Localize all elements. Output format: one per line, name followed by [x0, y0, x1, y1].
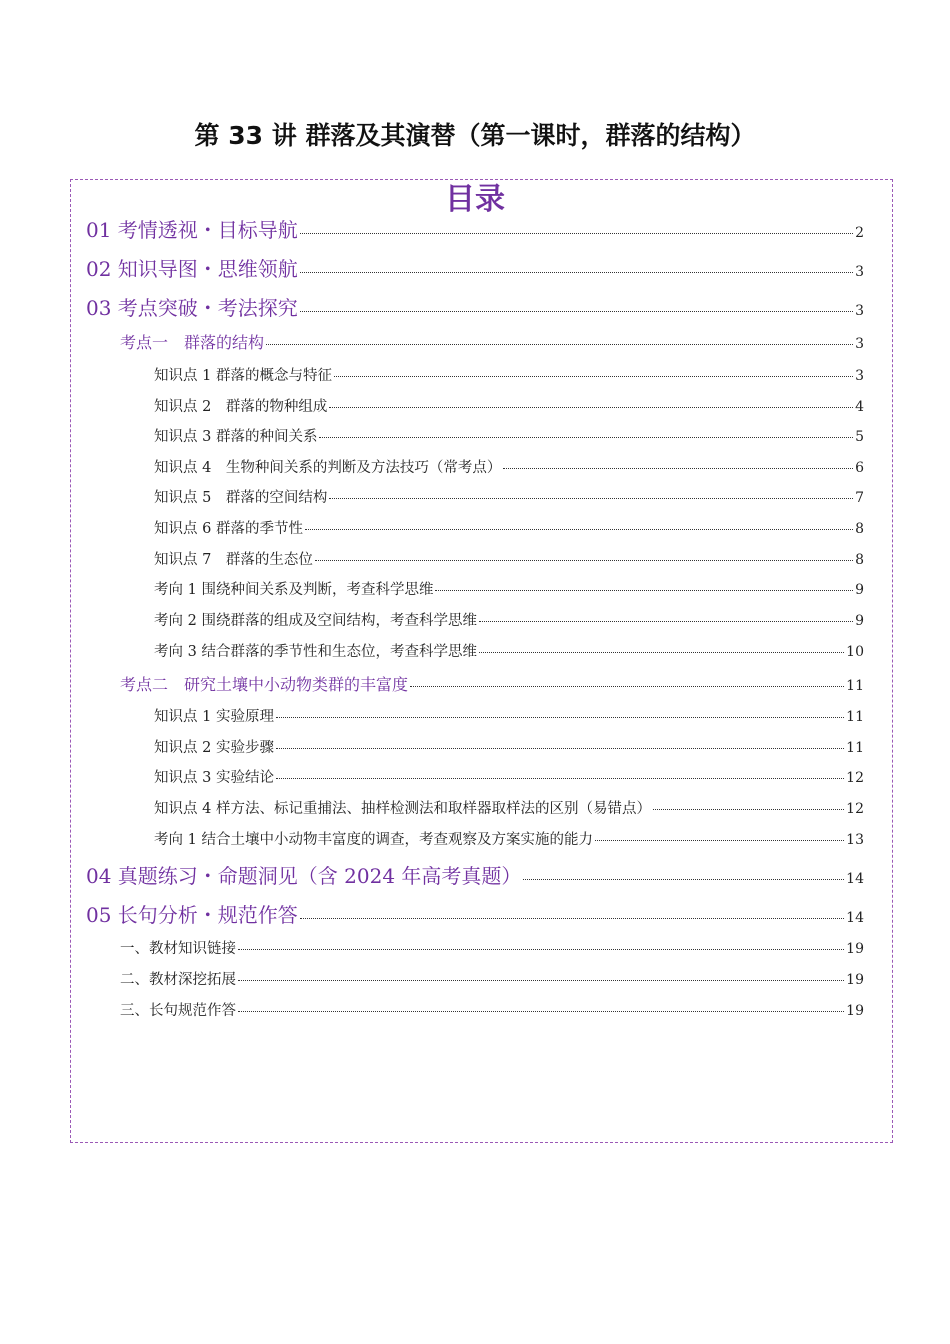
toc-entry[interactable] [154, 578, 864, 599]
toc-entry[interactable] [154, 828, 864, 849]
toc-entry-page: 3 [855, 264, 864, 280]
toc-entry-page: 19 [846, 1003, 864, 1019]
toc-entry[interactable] [86, 253, 864, 282]
toc-entry[interactable] [154, 766, 864, 787]
toc-entry-page: 13 [846, 832, 864, 848]
toc-entry-page: 2 [855, 225, 864, 241]
toc-entry[interactable] [120, 999, 864, 1020]
toc-entry-page: 3 [855, 303, 864, 319]
toc-leader [276, 778, 844, 779]
toc-entry-label: 03 考点突破・考法探究 [86, 296, 298, 320]
toc-entry-label: 考向 1 围绕种间关系及判断，考查科学思维 [154, 582, 434, 598]
toc-entry-label: 知识点 4 生物种间关系的判断及方法技巧（常考点） [154, 460, 502, 476]
toc-leader [653, 809, 844, 810]
toc-entry-label: 考向 1 结合土壤中小动物丰富度的调查，考查观察及方案实施的能力 [154, 832, 593, 848]
toc-entry-page: 19 [846, 972, 864, 988]
toc-entry-label: 一、教材知识链接 [120, 941, 236, 957]
toc-entry-label: 知识点 2 实验步骤 [154, 740, 274, 756]
toc-entry-page: 3 [855, 368, 864, 384]
toc-leader [238, 1011, 844, 1012]
toc-entry[interactable] [154, 797, 864, 818]
toc-entry[interactable] [86, 214, 864, 243]
toc-entry[interactable] [120, 968, 864, 989]
toc-entry-label: 二、教材深挖拓展 [120, 972, 236, 988]
toc-entry-page: 11 [846, 678, 864, 694]
toc-heading: 目录 [445, 182, 505, 217]
toc-leader [479, 652, 844, 653]
toc-entry-page: 8 [855, 552, 864, 568]
toc-leader [329, 498, 853, 499]
toc-entry[interactable] [154, 486, 864, 507]
toc-entry-page: 3 [855, 336, 864, 352]
toc-entry[interactable] [120, 672, 864, 695]
toc-leader [503, 468, 853, 469]
toc-entry[interactable] [154, 456, 864, 477]
toc-entry[interactable] [86, 899, 864, 928]
toc-entry-page: 4 [855, 399, 864, 415]
toc-entry-page: 7 [855, 490, 864, 506]
toc-entry-label: 01 考情透视・目标导航 [86, 218, 298, 242]
toc-leader [300, 233, 853, 234]
toc-entry-page: 10 [846, 644, 864, 660]
toc-entry[interactable] [154, 425, 864, 446]
toc-entry-page: 9 [855, 582, 864, 598]
toc-entry-page: 19 [846, 941, 864, 957]
toc-entry[interactable] [154, 609, 864, 630]
toc-entry-page: 12 [846, 801, 864, 817]
toc-leader [523, 879, 844, 880]
toc-entry-label: 知识点 5 群落的空间结构 [154, 490, 328, 506]
toc-entry[interactable] [154, 548, 864, 569]
toc-entry[interactable] [154, 395, 864, 416]
toc-leader [479, 621, 853, 622]
toc-entry-label: 考向 2 围绕群落的组成及空间结构，考查科学思维 [154, 613, 477, 629]
toc-entry-label: 知识点 1 实验原理 [154, 709, 274, 725]
toc-entry-label: 三、长句规范作答 [120, 1003, 236, 1019]
toc-entry-label: 知识点 4 样方法、标记重捕法、抽样检测法和取样器取样法的区别（易错点） [154, 801, 651, 817]
toc-entry-page: 6 [855, 460, 864, 476]
toc-entry-label: 知识点 3 实验结论 [154, 770, 274, 786]
toc-leader [238, 980, 844, 981]
toc-entry[interactable] [154, 736, 864, 757]
toc-entry[interactable] [154, 517, 864, 538]
toc-entry-page: 14 [846, 871, 864, 887]
toc-entry-label: 知识点 6 群落的季节性 [154, 521, 303, 537]
toc-leader [276, 748, 844, 749]
toc-entry-page: 11 [846, 740, 864, 756]
toc-leader [319, 437, 853, 438]
toc-entry-label: 考点一 群落的结构 [120, 333, 265, 352]
toc-leader [315, 560, 853, 561]
toc-leader [276, 717, 844, 718]
toc-leader [300, 918, 844, 919]
toc-entry-label: 考点二 研究土壤中小动物类群的丰富度 [120, 675, 409, 694]
toc-entry-page: 14 [846, 910, 864, 926]
toc-leader [300, 272, 853, 273]
toc-entry-label: 04 真题练习・命题洞见（含 2024 年高考真题） [86, 864, 522, 888]
toc-leader [300, 311, 853, 312]
toc-entry-label: 知识点 1 群落的概念与特征 [154, 368, 332, 384]
toc-leader [595, 840, 844, 841]
toc-entry[interactable] [154, 705, 864, 726]
toc-entry-page: 8 [855, 521, 864, 537]
toc-entry[interactable] [120, 330, 864, 353]
toc-leader [266, 344, 853, 345]
document-title: 第 33 讲 群落及其演替（第一课时，群落的结构） [194, 121, 756, 150]
toc-entry-label: 05 长句分析・规范作答 [86, 903, 298, 927]
toc-entry[interactable] [154, 640, 864, 661]
toc-entry-label: 考向 3 结合群落的季节性和生态位，考查科学思维 [154, 644, 477, 660]
toc-entry[interactable] [154, 364, 864, 385]
toc-leader [435, 590, 853, 591]
toc-leader [305, 529, 853, 530]
toc-leader [410, 686, 844, 687]
toc-entry-label: 知识点 2 群落的物种组成 [154, 399, 328, 415]
toc-leader [334, 376, 853, 377]
toc-entry[interactable] [86, 292, 864, 321]
toc-entry[interactable] [120, 937, 864, 958]
toc-entry-label: 知识点 3 群落的种间关系 [154, 429, 318, 445]
toc-entry[interactable] [86, 860, 864, 889]
toc-entry-page: 9 [855, 613, 864, 629]
toc-entry-label: 02 知识导图・思维领航 [86, 257, 298, 281]
toc-entry-page: 12 [846, 770, 864, 786]
toc-leader [329, 407, 853, 408]
toc-entry-page: 11 [846, 709, 864, 725]
toc-entry-label: 知识点 7 群落的生态位 [154, 552, 313, 568]
toc-leader [238, 949, 844, 950]
toc-entry-page: 5 [855, 429, 864, 445]
